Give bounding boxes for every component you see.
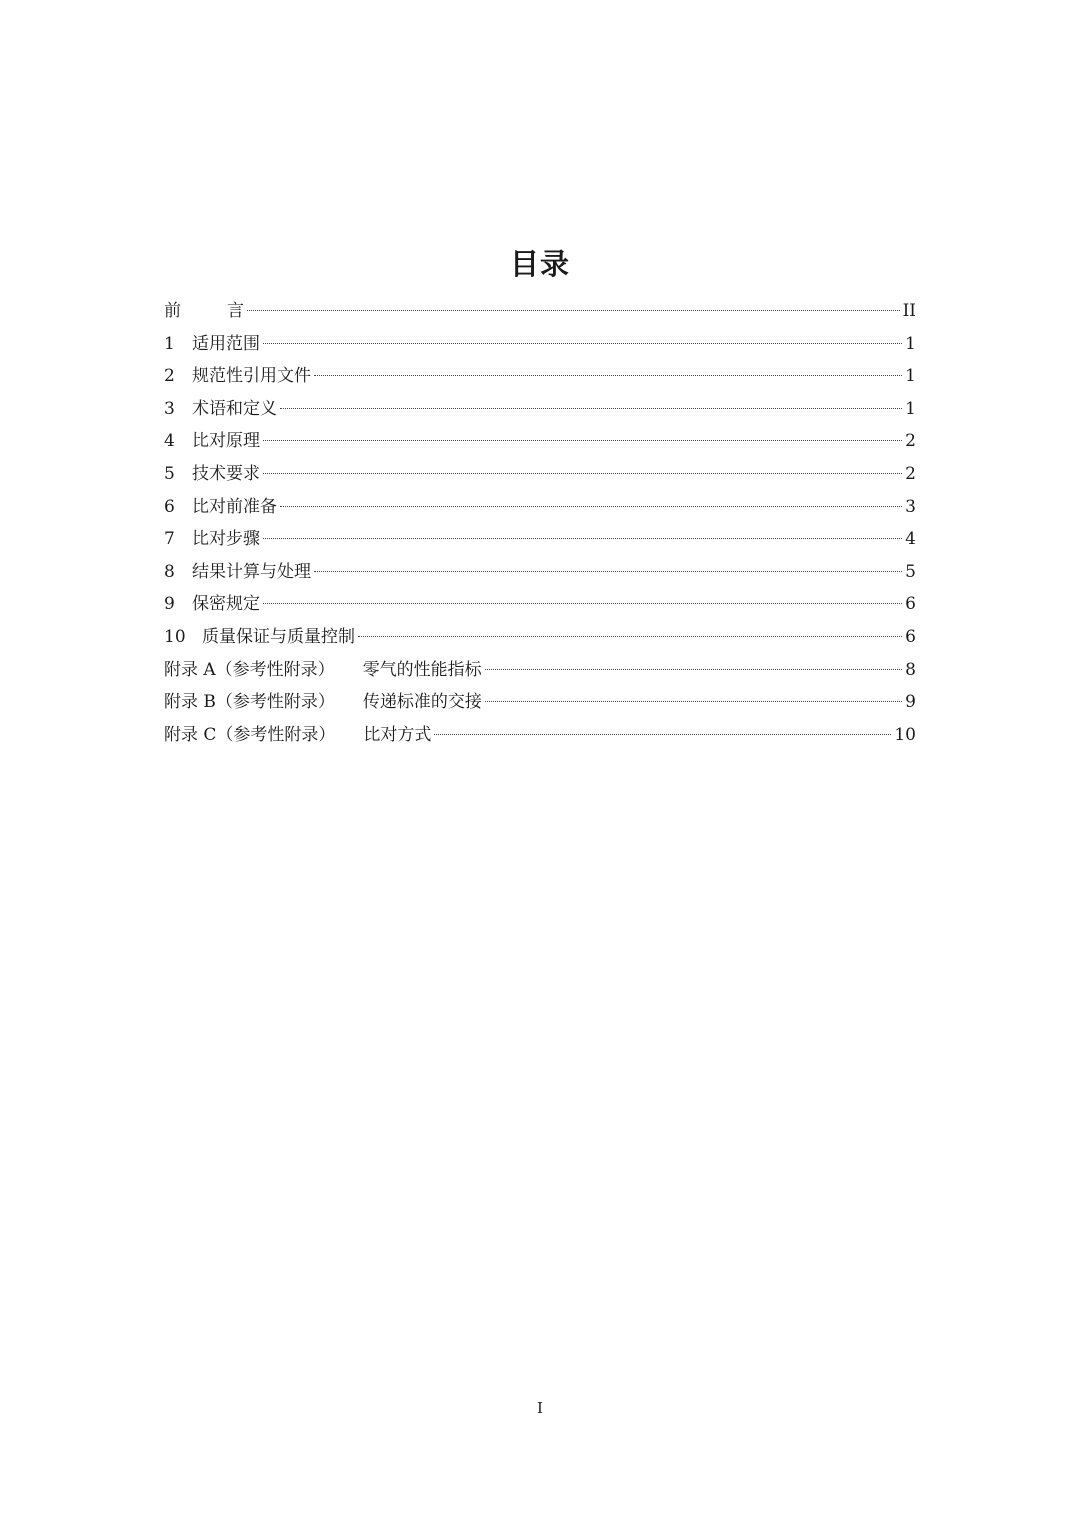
toc-page-number: 8 [905,659,916,680]
toc-entry-number: 3 [164,398,175,419]
toc-entry-number: 9 [164,594,175,615]
toc-entry-title: 适用范围 [192,333,260,354]
toc-entry-number: 7 [164,529,175,550]
toc-page-number: 6 [905,594,916,615]
toc-entry-2[interactable] [164,360,916,393]
toc-entry-4[interactable] [164,425,916,458]
page-title: 目录 [509,247,570,281]
toc-dot-leader [247,310,900,311]
table-of-contents [164,295,916,751]
toc-dot-leader [485,669,902,670]
toc-dot-leader [314,571,902,572]
toc-dot-leader [314,375,902,376]
toc-entry-title: 比对前准备 [192,496,277,517]
toc-entry-1[interactable] [164,328,916,361]
toc-entry-title: 传递标准的交接 [362,692,482,713]
toc-entry-number: 4 [164,431,175,452]
toc-dot-leader [263,343,902,344]
toc-dot-leader [280,408,902,409]
toc-entry-6[interactable] [164,491,916,524]
toc-entry-number: 8 [164,561,175,582]
toc-entry-title: 比对方式 [363,724,432,745]
toc-page-number: 1 [905,398,916,419]
toc-entry-number: 2 [164,366,175,387]
toc-appendix-label: 附录 B（参考性附录） [164,692,335,713]
toc-dot-leader [263,538,902,539]
toc-dot-leader [263,440,902,441]
toc-appendix-label: 附录 C（参考性附录） [164,724,336,745]
toc-page-number: 9 [905,692,916,713]
toc-entry-title: 保密规定 [192,594,260,615]
toc-entry-title: 术语和定义 [192,398,277,419]
toc-dot-leader [434,734,891,735]
toc-entry-7[interactable] [164,523,916,556]
toc-dot-leader [485,701,902,702]
toc-entry-title: 比对步骤 [192,529,260,550]
toc-page-number: 5 [905,561,916,582]
toc-dot-leader [263,603,902,604]
footer-page-number: I [537,1399,543,1417]
toc-page-number: 3 [905,496,916,517]
toc-dot-leader [263,473,902,474]
toc-entry-10[interactable] [164,621,916,654]
toc-entry-9[interactable] [164,588,916,621]
toc-page-number: 1 [905,333,916,354]
toc-entry-3[interactable] [164,393,916,426]
toc-entry-number: 1 [164,333,175,354]
toc-appendix-label: 附录 A（参考性附录） [164,659,335,680]
toc-entry-title: 技术要求 [192,463,260,484]
toc-entry-appendix-a[interactable] [164,654,916,687]
toc-page-number: 10 [894,724,916,745]
toc-entry-8[interactable] [164,556,916,589]
toc-entry-5[interactable] [164,458,916,491]
toc-page-number: 2 [905,463,916,484]
toc-entry-title: 比对原理 [192,431,260,452]
toc-page-number: 1 [905,366,916,387]
toc-entry-title: 零气的性能指标 [362,659,482,680]
toc-dot-leader [280,506,902,507]
toc-entry-number: 5 [164,463,175,484]
toc-entry-number: 10 [164,626,186,647]
toc-page-number: 2 [905,431,916,452]
toc-entry-title: 结果计算与处理 [192,561,311,582]
toc-page-number: 4 [905,529,916,550]
toc-dot-leader [358,636,902,637]
toc-entry-appendix-c[interactable] [164,719,916,752]
toc-entry-title: 质量保证与质量控制 [202,626,355,647]
toc-entry-title: 前 言 [164,301,244,321]
toc-entry-appendix-b[interactable] [164,686,916,719]
toc-entry-number: 6 [164,496,175,517]
toc-page-number: II [902,301,916,321]
toc-entry-title: 规范性引用文件 [192,366,311,387]
toc-page-number: 6 [905,626,916,647]
toc-entry-preface[interactable] [164,295,916,328]
